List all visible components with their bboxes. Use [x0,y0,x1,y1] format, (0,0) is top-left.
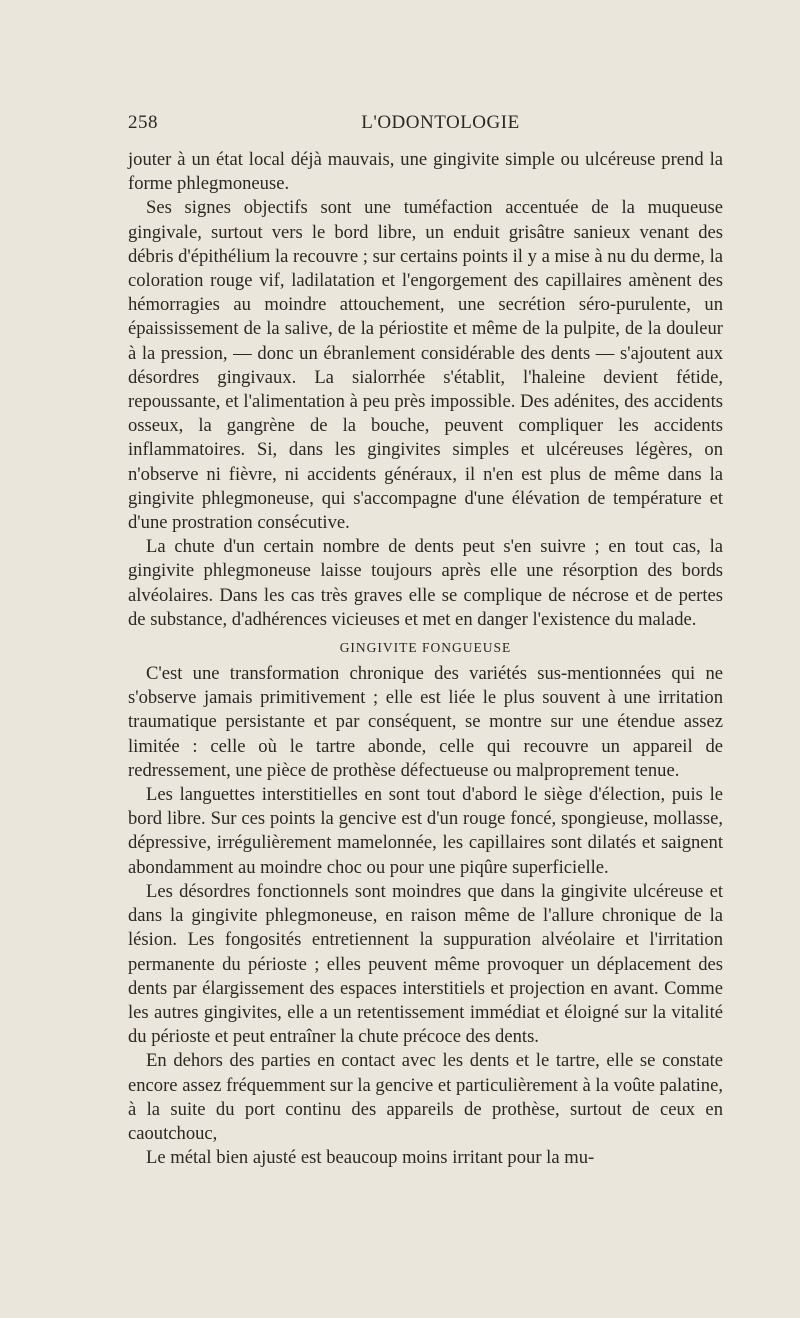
running-head [128,112,723,138]
paragraph-continuation: jouter à un état local déjà mauvais, une gingivite simple ou ulcéreuse prend la forme phlegmoneuse. [128,149,723,195]
paragraph-objective-signs: Ses signes objectifs sont une tuméfaction accentuée de la muqueuse gingivale, surtout vers le bord libre, un enduit grisâtre sanieux venant des débris d'épithélium la recouvre ; sur certains points il y a mise à nu du derme, la coloration rouge vif, ladilatation et l'engorgement des capillaires amènent des hémorragies au moindre attouchement, une secrétion séro-purulente, un épaississement de la salive, de la périostite et même de la pulpite, de la douleur à la pression, — donc un ébranlement considérable des dents — s'ajoutent aux désordres gingivaux. La sialorrhée s'établit, l'haleine devient fétide, repoussante, et l'alimentation à peu près impossible. Des adénites, des accidents osseux, la gangrène de la bouche, peuvent compliquer les accidents inflammatoires. Si, dans les gingivites simples et ulcéreuses légères, on n'observe ni fièvre, ni accidents généraux, il n'en est plus de même dans la gingivite phlegmoneuse, qui s'accompagne d'une élévation de température et d'une prostration consécutive. [128,197,723,534]
body-text [128,148,723,1170]
paragraph-tooth-loss: La chute d'un certain nombre de dents peut s'en suivre ; en tout cas, la gingivite phlegmoneuse laisse toujours après elle une résorption des bords alvéolaires. Dans les cas très graves elle se complique de nécrose et de pertes de substance, d'adhérences vicieuses et met en danger l'existence du malade. [128,536,723,630]
paragraph-palatal-vault: En dehors des parties en contact avec les dents et le tartre, elle se constate encore assez fréquemment sur la gencive et particulièrement à la voûte palatine, à la suite du port continu des appareils de prothèse, surtout de ceux en caoutchouc, [128,1050,723,1144]
paragraph-interstitial-tongues: Les languettes interstitielles en sont tout d'abord le siège d'élection, puis le bord libre. Sur ces points la gencive est d'un rouge foncé, spongieuse, mollasse, dépressive, irrégulièrement mamelonnée, les capillaires sont dilatés et saignent abondamment au moindre choc ou pour une piqûre superficielle. [128,784,723,878]
section-heading: GINGIVITE FONGUEUSE [339,640,512,656]
paragraph-functional-disorders: Les désordres fonctionnels sont moindres que dans la gingivite ulcéreuse et dans la gingivite phlegmoneuse, en raison même de l'allure chronique de la lésion. Les fongosités entretiennent la suppuration alvéolaire et l'irritation permanente du périoste ; elles peuvent même provoquer un déplacement des dents par élargissement des espaces interstitiels et projection en avant. Comme les autres gingivites, elle a un retentissement immédiat et éloigné sur la vitalité du périoste et peut entraîner la chute précoce des dents. [128,880,723,1048]
paragraph-metal: Le métal bien ajusté est beaucoup moins irritant pour la mu- [146,1147,595,1169]
journal-title: L'ODONTOLOGIE [361,112,520,133]
page-number: 258 [128,112,158,133]
paragraph-chronic-transformation: C'est une transformation chronique des variétés sus-mentionnées qui ne s'observe jamais primitivement ; elle est liée le plus souvent à une irritation traumatique persistante et par conséquent, se montre sur une étendue assez limitée : celle où le tartre abonde, celle qui recouvre un appareil de redressement, une pièce de prothèse défectueuse ou malproprement tenue. [128,663,723,781]
